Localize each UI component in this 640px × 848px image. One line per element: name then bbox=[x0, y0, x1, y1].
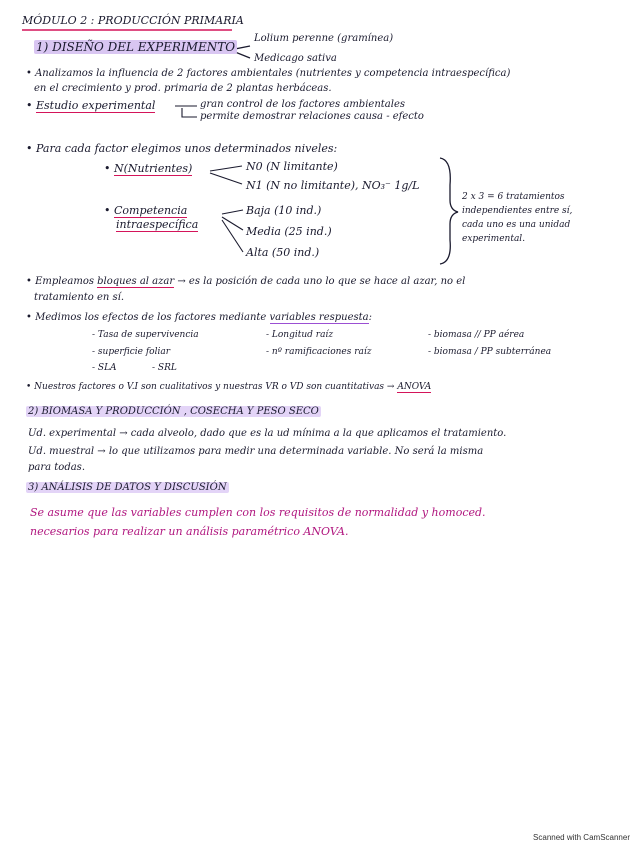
section2-title-text: 2) BIOMASA Y PRODUCCIÓN , COSECHA Y PESO SECO bbox=[28, 406, 319, 417]
competition-level-3: Alta (50 ind.) bbox=[246, 246, 320, 259]
analysis-line-1: • Analizamos la influencia de 2 factores ambientales (nutrientes y competencia intraespecífica) bbox=[26, 68, 511, 79]
study-label-text: Estudio experimental bbox=[36, 99, 156, 112]
scanner-watermark: Scanned with CamScanner bbox=[533, 833, 630, 842]
measure-line-pre: Medimos los efectos de los factores mediante bbox=[35, 312, 270, 323]
conclusion-line-2: necesarios para realizar un análisis paramétrico ANOVA. bbox=[30, 525, 349, 538]
variable-r2c3: - biomasa / PP subterránea bbox=[428, 347, 552, 357]
conclusion-line-1: Se asume que las variables cumplen con los requisitos de normalidad y homoced. bbox=[30, 506, 486, 519]
unit-sample-line-2: para todas. bbox=[28, 462, 85, 473]
factor-competition-label-2 bbox=[116, 218, 198, 231]
nutrient-level-2: N1 (N no limitante), NO₃⁻ 1g/L bbox=[246, 179, 420, 192]
section3-title bbox=[26, 482, 229, 493]
factors-line: • Nuestros factores o V.I son cualitativos y nuestras VR o VD son cuantitativas → ANOVA bbox=[26, 382, 432, 392]
section3-title-text: 3) ANÁLISIS DE DATOS Y DISCUSIÓN bbox=[28, 482, 227, 493]
treatments-note-2: independientes entre sí, bbox=[462, 206, 573, 216]
treatments-note-1: 2 x 3 = 6 tratamientos bbox=[462, 192, 565, 202]
blocks-line-1-pre: Empleamos bbox=[35, 276, 98, 287]
competition-level-2: Media (25 ind.) bbox=[246, 225, 332, 238]
factor-nutrients-label-text: N(Nutrientes) bbox=[114, 162, 193, 175]
study-point-1: gran control de los factores ambientales bbox=[200, 99, 405, 110]
measure-line-post: : bbox=[368, 312, 372, 323]
measure-line: • Medimos los efectos de los factores mediante variables respuesta: bbox=[26, 312, 372, 323]
competition-level-1: Baja (10 ind.) bbox=[246, 204, 322, 217]
measure-term: variables respuesta bbox=[269, 312, 369, 323]
study-point-2: permite demostrar relaciones causa - efecto bbox=[200, 111, 424, 122]
levels-intro: • Para cada factor elegimos unos determinados niveles: bbox=[26, 142, 338, 155]
treatments-note-4: experimental. bbox=[462, 234, 526, 244]
factor-nutrients-label: • N(Nutrientes) bbox=[104, 162, 193, 175]
study-label: • Estudio experimental bbox=[26, 99, 156, 112]
section1-title-text: 1) DISEÑO DEL EXPERIMENTO bbox=[36, 40, 236, 54]
anova-term: ANOVA bbox=[397, 382, 432, 392]
analysis-line-2: en el crecimiento y prod. primaria de 2 plantas herbáceas. bbox=[34, 83, 332, 94]
blocks-line-1: • Empleamos bloques al azar → es la posición de cada uno lo que se hace al azar, no el bbox=[26, 276, 466, 287]
variable-r1c2: - Longitud raíz bbox=[266, 330, 334, 340]
factor-competition-label-1: • Competencia bbox=[104, 204, 188, 217]
variable-r3c1: - SLA bbox=[92, 363, 117, 373]
blocks-term: bloques al azar bbox=[97, 276, 175, 287]
factors-line-pre: Nuestros factores o V.I son cualitativos y nuestras VR o VD son cuantitativas → bbox=[34, 382, 398, 392]
levels-intro-text: Para cada factor elegimos unos determinados niveles: bbox=[36, 142, 338, 155]
section1-title bbox=[34, 40, 237, 54]
nutrient-level-1: N0 (N limitante) bbox=[246, 160, 338, 173]
factor-competition-label-2-text: intraespecífica bbox=[116, 218, 199, 231]
unit-experimental: Ud. experimental → cada alveolo, dado que es la ud mínima a la que aplicamos el tratamiento. bbox=[28, 428, 507, 439]
variable-r1c3: - biomasa // PP aérea bbox=[428, 330, 525, 340]
unit-sample-line-1: Ud. muestral → lo que utilizamos para medir una determinada variable. No será la misma bbox=[28, 446, 484, 457]
variable-r1c1: - Tasa de supervivencia bbox=[92, 330, 199, 340]
page-heading: MÓDULO 2 : PRODUCCIÓN PRIMARIA bbox=[22, 14, 244, 27]
species-branch-2: Medicago sativa bbox=[254, 53, 337, 64]
blocks-line-1-post: → es la posición de cada uno lo que se hace al azar, no el bbox=[174, 276, 466, 287]
variable-r2c1: - superficie foliar bbox=[92, 347, 170, 357]
analysis-line-1-text: Analizamos la influencia de 2 factores ambientales (nutrientes y competencia intraespecífica) bbox=[35, 68, 511, 79]
factor-competition-label-1-text: Competencia bbox=[114, 204, 188, 217]
species-branch-1: Lolium perenne (gramínea) bbox=[254, 33, 394, 44]
treatments-note-3: cada uno es una unidad bbox=[462, 220, 571, 230]
blocks-line-2: tratamiento en sí. bbox=[34, 292, 125, 303]
section2-title bbox=[26, 406, 321, 417]
variable-r2c2: - nº ramificaciones raíz bbox=[266, 347, 372, 357]
variable-r3c2: - SRL bbox=[152, 363, 177, 373]
